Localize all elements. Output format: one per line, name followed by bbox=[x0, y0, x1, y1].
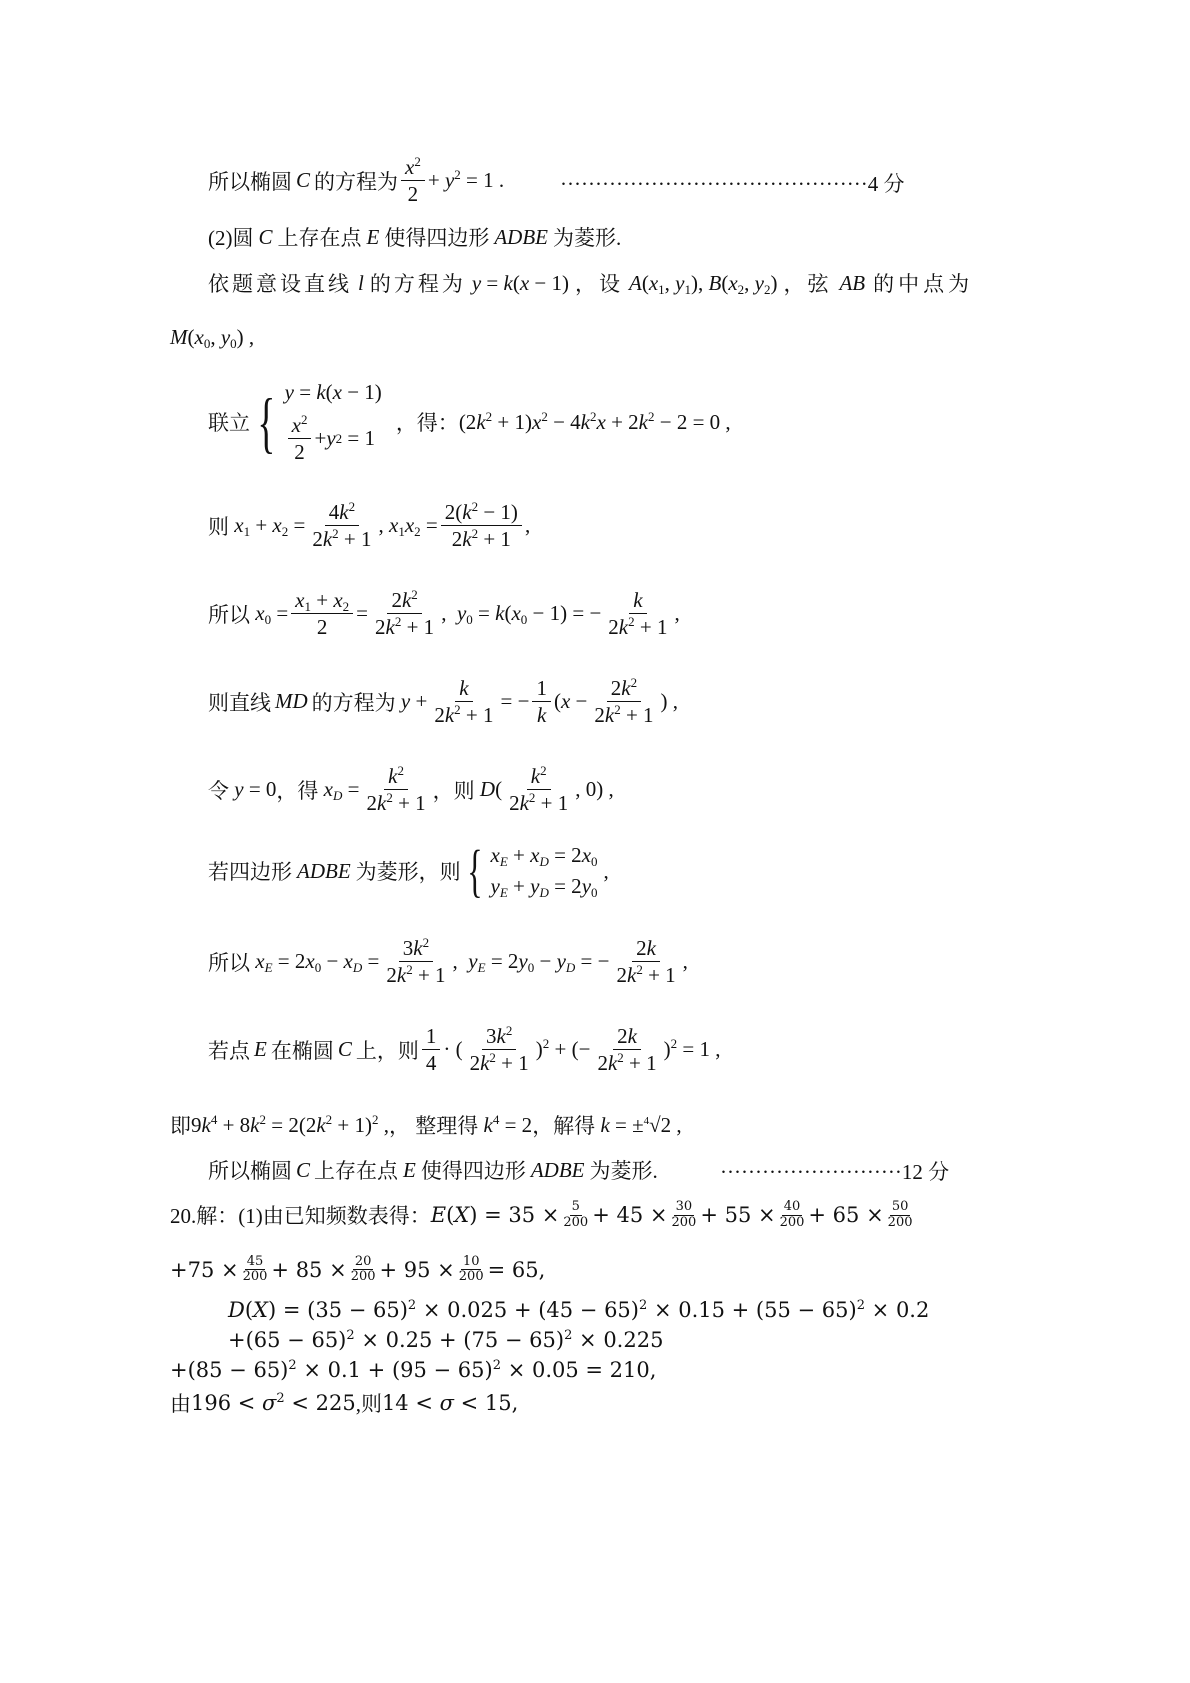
fraction: $\frac{x^2}{2}$ bbox=[401, 155, 425, 206]
line-q20-variance-3: $+(85 - 65)^2 \times 0.1 + (95 - 65)^2 \times 0.05 = 210$, bbox=[170, 1358, 657, 1382]
line-q20-variance-2: $+(65 - 65)^2 \times 0.25 + (75 - 65)^2 \times 0.225$ bbox=[228, 1328, 664, 1352]
equation-system: y = k(x − 1) $\frac{x^2}{2}$ + y 2 = 1 bbox=[284, 380, 382, 465]
line-md-equation: 则直线 MD 的方程为 y + $\frac{k}{2k^2 + 1}$ = − $\frac{1}{k}$ (x − $\frac{2k^2}{2k^2 + 1}$ ) , bbox=[208, 675, 679, 728]
line-q20-variance-1: $D(X) = (35 - 65)^2 \times 0.025 + (45 - 65)^2 \times 0.15 + (55 - 65)^2 \times 0.2$ bbox=[228, 1298, 930, 1322]
line-point-e: 所以 $x_E = 2x_0 - x_D$ = $\frac{3k^2}{2k^2 + 1}$ , $y_E = 2y_0 - y_D$ = − $\frac{2k}{2k^2 + 1}$ , bbox=[208, 935, 688, 988]
line-q20-expectation: 20.解：(1)由已知频数表得： E(X) = 35 × $\frac{5}{200}$ + 45 × $\frac{30}{200}$ + 55 × $\frac{40}{200}$ + 65 × $\frac{50}{200}$ bbox=[170, 1199, 913, 1230]
line-q20-expectation-2: +75 × $\frac{45}{200}$ + 85 × $\frac{20}{200}$ + 95 × $\frac{10}{200}$ = 65, bbox=[170, 1254, 546, 1285]
line-midpoint: $M(x_0$, $y_0$) , bbox=[170, 325, 255, 351]
line-e-on-ellipse: 若点 E 在椭圆 C 上，则 $\frac{1}{4}$ · ( $\frac{3k^2}{2k^2 + 1}$ )$^2$ + (− $\frac{2k}{2k^2 + 1}$ )$^2$ = 1 , bbox=[208, 1023, 721, 1076]
line-point-d: 令 y = 0 ，得 $x_D$ = $\frac{k^2}{2k^2 + 1}$ ，则 D( $\frac{k^2}{2k^2 + 1}$ , 0) , bbox=[208, 763, 614, 816]
line-solve-k: 即 $9k^4 + 8k^2 = 2(2k^2 + 1)^2$ , ， 整理得 $k^4 = 2$ ，解得 k = ±$^4$√2 , bbox=[170, 1111, 682, 1138]
line-setup: 依题意设直线 l 的方程为 y = k(x − 1) ，设 $A(x_1$, $y_1$), $B(x_2$, $y_2$) ，弦 AB 的中点为 bbox=[208, 270, 974, 297]
line-midpoint-coords: 所以 $x_0$ = $\frac{x_1 + x_2}{2}$ = $\frac{2k^2}{2k^2 + 1}$ , $y_0 = k(x_0 - 1)$ = − $\frac{k}{2k^2 + 1}$ , bbox=[208, 587, 680, 640]
score-12: ··························12 分 bbox=[720, 1160, 950, 1184]
line-q20-sigma: 由 $196 < \sigma^2 < 225$ ,则 14 < σ < 15, bbox=[170, 1391, 519, 1416]
score-4: ············································4 分 bbox=[560, 172, 905, 196]
line-system: 联立 { y = k(x − 1) $\frac{x^2}{2}$ + y 2 = 1 ，得： $(2k^2 + 1)x^2 - 4k^2x + 2k^2 - 2 = 0$ , bbox=[208, 380, 731, 465]
line-ellipse-equation: 所以椭圆 C 的方程为 $\frac{x^2}{2}$ + $y^2 = 1$ . bbox=[208, 154, 505, 207]
line-conclusion: 所以椭圆 C 上存在点 E 使得四边形 ADBE 为菱形. bbox=[208, 1157, 658, 1183]
line-rhombus-condition: 若四边形 ADBE 为菱形，则 { $x_E + x_D = 2x_0$ $y_E + y_D = 2y_0$ , bbox=[208, 838, 609, 903]
line-vieta: 则 $x_1 + x_2$ = $\frac{4k^2}{2k^2 + 1}$ , $x_1x_2$ = $\frac{2(k^2 - 1)}{2k^2 + 1}$ , bbox=[208, 499, 531, 552]
line-part2-claim: (2)圆 C 上存在点 E 使得四边形 ADBE 为菱形. bbox=[208, 224, 622, 250]
